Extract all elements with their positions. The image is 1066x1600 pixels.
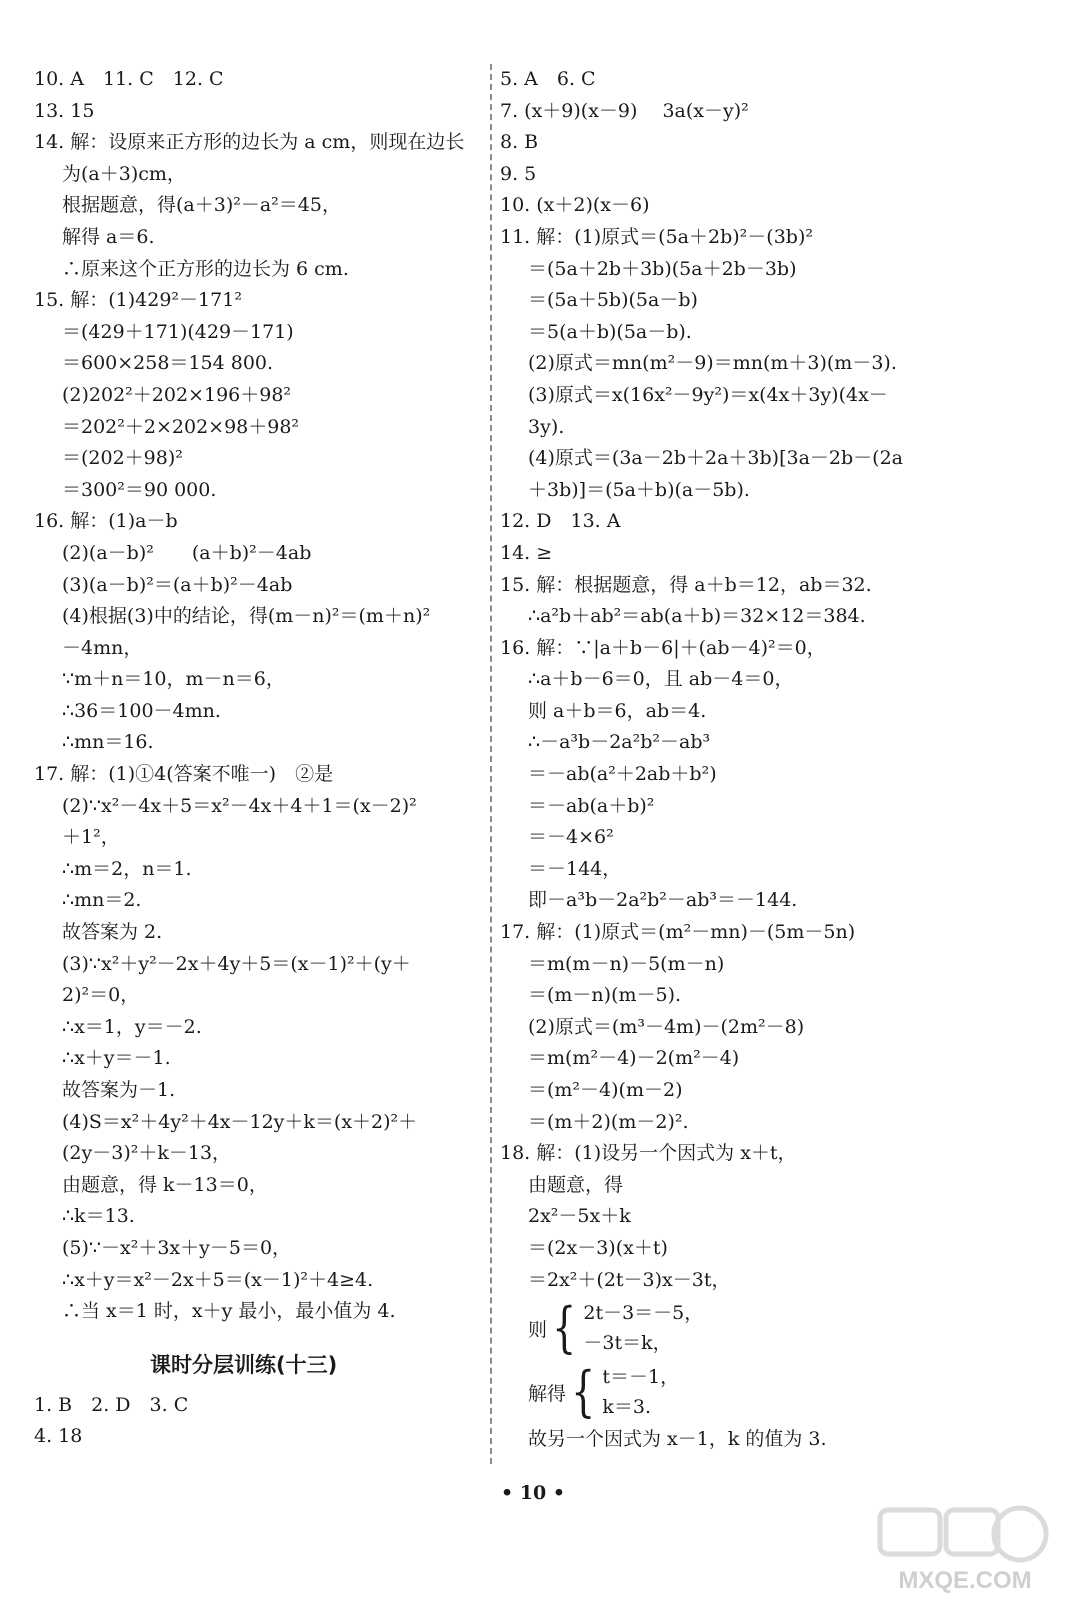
answer-line: ∴x＋y＝x²－2x＋5＝(x－1)²＋4≥4. (62, 1268, 374, 1291)
answer-line: 15. 解：(1)429²－171² (34, 289, 242, 312)
answer-line: ＝(m²－4)(m－2) (528, 1079, 683, 1101)
answer-line: ∴36＝100－4mn. (62, 699, 221, 722)
answer-line: ∴x＋y＝－1. (62, 1047, 171, 1070)
answer-line: 13. 15 (34, 99, 95, 122)
answer-line: 则 a＋b＝6，ab＝4. (528, 699, 707, 722)
answer-line: 7. (x＋9)(x－9) 3a(x－y)² (500, 99, 749, 122)
answer-line: 8. B (500, 131, 539, 154)
answer-line: ＝－ab(a＋b)² (528, 794, 655, 817)
answer-line: 故另一个因式为 x－1，k 的值为 3. (528, 1428, 827, 1451)
system-label: 则 (528, 1318, 548, 1341)
answer-line: ∴a＋b－6＝0，且 ab－4＝0， (528, 668, 794, 691)
answer-line: ∴a²b＋ab²＝ab(a＋b)＝32×12＝384. (528, 605, 866, 628)
answer-line: (4)根据(3)中的结论，得(m－n)²＝(m＋n)² (62, 605, 431, 628)
answer-line: 故答案为 2. (62, 921, 163, 944)
answer-line: (3)∵x²＋y²－2x＋4y＋5＝(x－1)²＋(y＋ (62, 952, 411, 975)
system-equations (583, 1298, 703, 1358)
answer-line: ＝(429＋171)(429－171) (62, 320, 294, 343)
answer-line: 根据题意，得(a＋3)²－a²＝45， (62, 194, 341, 217)
answer-line: (4)原式＝(3a－2b＋2a＋3b)[3a－2b－(2a (528, 447, 903, 470)
answer-line: (2)∵x²－4x＋5＝x²－4x＋4＋1＝(x－2)² (62, 794, 417, 817)
answer-line: ＝(m＋2)(m－2)². (528, 1110, 689, 1133)
right-column (500, 64, 940, 1456)
answer-line: ∴mn＝16. (62, 731, 154, 754)
answer-line: 14. 解：设原来正方形的边长为 a cm，则现在边长 (34, 131, 465, 154)
answer-line: ∴－a³b－2a²b²－ab³ (528, 731, 711, 754)
answer-line: ＝(m－n)(m－5). (528, 984, 682, 1007)
answer-line: ∴x＝1，y＝－2. (62, 1015, 202, 1038)
answer-line: ＝(202＋98)² (62, 447, 183, 470)
answer-line: 3y). (528, 415, 565, 438)
answer-line: (2y－3)²＋k－13， (62, 1142, 232, 1165)
answer-line: ＝600×258＝154 800. (62, 352, 274, 375)
equation-system (500, 1296, 940, 1360)
section-title: 课时分层训练(十三) (150, 1352, 338, 1377)
answer-line: 15. 解：根据题意，得 a＋b＝12，ab＝32. (500, 573, 872, 596)
answer-line: (2)原式＝(m³－4m)－(2m²－8) (528, 1015, 805, 1038)
answer-line: 为(a＋3)cm， (62, 162, 186, 185)
answer-line: ＝(5a＋5b)(5a－b) (528, 289, 698, 312)
answer-line: ＋1²， (62, 826, 120, 849)
answer-line: ＝－144， (528, 857, 622, 880)
left-column (34, 64, 474, 1453)
answer-line: 2)²＝0， (62, 984, 140, 1007)
answer-line: 14. ≥ (500, 541, 553, 564)
answer-line: (2)202²＋202×196＋98² (62, 383, 292, 406)
answer-line: 由题意，得 k－13＝0， (62, 1173, 268, 1196)
answer-line: 故答案为－1. (62, 1079, 176, 1101)
answer-line: ＝5(a＋b)(5a－b). (528, 320, 692, 343)
equation-system (500, 1360, 940, 1424)
page-number: • 10 • (501, 1482, 565, 1504)
answer-line: ＝m(m²－4)－2(m²－4) (528, 1047, 740, 1070)
answer-line: ＝－ab(a²＋2ab＋b²) (528, 763, 717, 786)
answer-line: 5. A 6. C (500, 68, 596, 90)
answer-line: 16. 解：∵|a＋b－6|＋(ab－4)²＝0， (500, 636, 826, 659)
answer-line: ∴原来这个正方形的边长为 6 cm. (62, 257, 349, 280)
watermark-text: MXQE.COM (898, 1567, 1032, 1594)
answer-line: ＝2x²＋(2t－3)x－3t， (528, 1268, 731, 1291)
answer-line: (5)∵－x²＋3x＋y－5＝0， (62, 1236, 292, 1259)
brace-symbol: { (571, 1360, 596, 1424)
answer-line: 11. 解：(1)原式＝(5a＋2b)²－(3b)² (500, 225, 813, 248)
column-divider (490, 64, 492, 1464)
answer-line: 10. (x＋2)(x－6) (500, 194, 650, 217)
brace-symbol: { (552, 1296, 577, 1360)
answer-line: (4)S＝x²＋4y²＋4x－12y＋k＝(x＋2)²＋ (62, 1110, 418, 1133)
system-equations (602, 1362, 679, 1422)
answer-line: ∴当 x＝1 时，x＋y 最小，最小值为 4. (62, 1300, 396, 1323)
system-equation: k＝3. (602, 1396, 652, 1419)
answer-line: ＋3b)]＝(5a＋b)(a－5b). (528, 478, 750, 501)
answer-line: －4mn， (62, 636, 143, 659)
answer-line: 18. 解：(1)设另一个因式为 x＋t， (500, 1142, 797, 1165)
answer-line: 16. 解：(1)a－b (34, 510, 178, 533)
answer-line: 1. B 2. D 3. C (34, 1393, 189, 1416)
system-equation: t＝－1， (602, 1366, 680, 1389)
answer-line: ∵m＋n＝10，m－n＝6， (62, 668, 285, 691)
answer-line: 2x²－5x＋k (528, 1205, 631, 1228)
answer-line: 解得 a＝6. (62, 225, 155, 248)
answer-line: 17. 解：(1)①4(答案不唯一) ②是 (34, 763, 334, 786)
system-equation: 2t－3＝－5， (583, 1302, 704, 1325)
answer-line: ＝－4×6² (528, 826, 614, 849)
answer-line: 17. 解：(1)原式＝(m²－mn)－(5m－5n) (500, 921, 856, 944)
answer-line: (3)原式＝x(16x²－9y²)＝x(4x＋3y)(4x－ (528, 383, 888, 406)
answer-line: ＝(5a＋2b＋3b)(5a＋2b－3b) (528, 257, 797, 280)
answer-line: ＝300²＝90 000. (62, 478, 217, 501)
system-label: 解得 (528, 1382, 567, 1405)
answer-line: 10. A 11. C 12. C (34, 68, 224, 90)
answer-line: ∴k＝13. (62, 1205, 135, 1228)
answer-line: ∴m＝2，n＝1. (62, 857, 192, 880)
answer-line: 由题意，得 (528, 1173, 624, 1196)
answer-line: (2)原式＝mn(m²－9)＝mn(m＋3)(m－3). (528, 352, 897, 375)
answer-line: ＝(2x－3)(x＋t) (528, 1236, 668, 1259)
answer-line: 即－a³b－2a²b²－ab³＝－144. (528, 889, 798, 912)
answer-line: (3)(a－b)²＝(a＋b)²－4ab (62, 573, 293, 596)
watermark-logo (870, 1500, 1060, 1596)
answer-line: ＝202²＋2×202×98＋98² (62, 415, 300, 438)
system-equation: －3t＝k， (583, 1332, 672, 1355)
answer-line: (2)(a－b)² (a＋b)²－4ab (62, 541, 312, 564)
answer-line: 9. 5 (500, 162, 537, 185)
answer-line: ∴mn＝2. (62, 889, 142, 912)
answer-line: 12. D 13. A (500, 510, 621, 533)
answer-line: ＝m(m－n)－5(m－n) (528, 952, 725, 975)
answer-line: 4. 18 (34, 1425, 83, 1448)
